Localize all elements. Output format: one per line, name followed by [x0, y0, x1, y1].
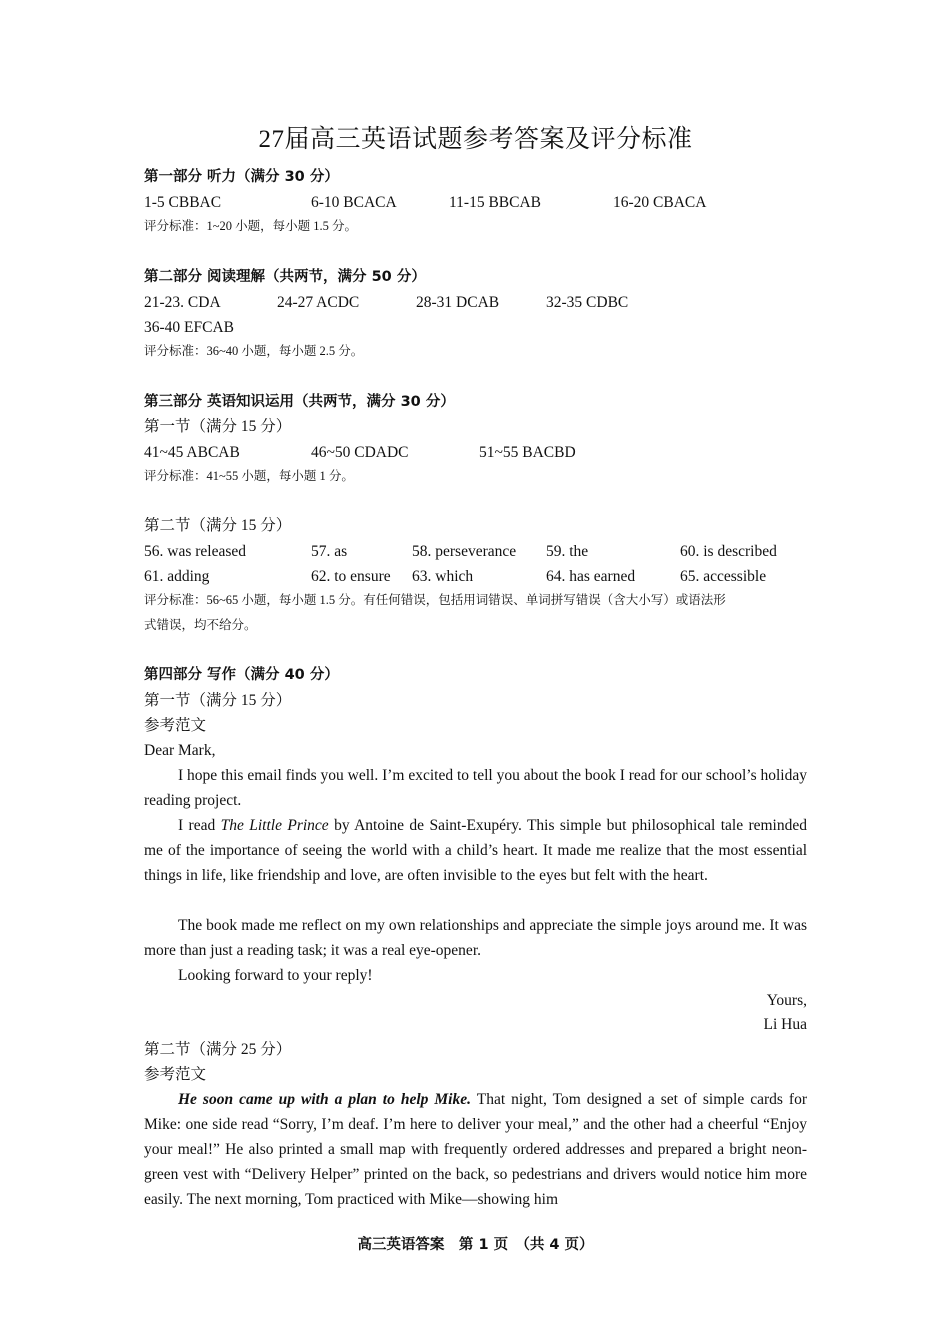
part3-section2-criteria-line1: 评分标准：56~65 小题，每小题 1.5 分。有任何错误，包括用词错误、单词拼写错误（含大小写）或语法形 [144, 593, 726, 607]
part2-criteria: 评分标准：36~40 小题，每小题 2.5 分。 [144, 344, 364, 358]
page-title: 27届高三英语试题参考答案及评分标准 [258, 126, 693, 153]
answer-item: 65. accessible [680, 568, 767, 585]
sample-essay-label: 参考范文 [144, 717, 207, 734]
letter-closing: Yours, [766, 992, 807, 1009]
text-run: That night, Tom designed a set of simple cards for Mike: one side read “Sorry, I’m deaf. I’m here to deliver your meal,” and the other had a cheerful “Enjoy your meal!” He also printed a small map with frequently ordered addresses and prepared a bright neon-green vest with “Delivery Helper” printed on the back, so pedestrians and drivers would notice him more easily. The next morning, Tom practiced with Mike—showing him [144, 1091, 807, 1208]
part3-section2-answers-row2 [144, 564, 807, 589]
answer-item: 63. which [412, 568, 474, 585]
part4-heading: 第四部分 写作（满分 40 分） [144, 667, 339, 683]
part1-answers [144, 190, 807, 215]
part2-answers-row2 [144, 315, 807, 340]
part4-section2-heading: 第二节（满分 25 分） [144, 1041, 292, 1058]
answer-item: 58. perseverance [412, 543, 517, 560]
answer-group: 11-15 BBCAB [449, 194, 542, 211]
answer-group: 36-40 EFCAB [144, 319, 234, 336]
part2-answers-row1 [144, 290, 807, 315]
continuation-paragraph [144, 1087, 807, 1212]
answer-item: 56. was released [144, 543, 246, 560]
answer-group: 28-31 DCAB [416, 294, 500, 311]
letter-paragraph-2 [144, 813, 807, 888]
answer-item: 62. to ensure [311, 568, 391, 585]
answer-group: 16-20 CBACA [613, 194, 707, 211]
answer-group: 21-23. CDA [144, 294, 221, 311]
answer-group: 24-27 ACDC [277, 294, 360, 311]
part3-section2-answers-row1 [144, 539, 807, 564]
letter-salutation: Dear Mark, [144, 742, 216, 759]
letter-paragraph-3: The book made me reflect on my own relationships and appreciate the simple joys around me. It was more than just a reading task; it was a real eye-opener. [144, 917, 807, 959]
answer-group: 46~50 CDADC [311, 444, 409, 461]
answer-group: 6-10 BCACA [311, 194, 397, 211]
answer-item: 64. has earned [546, 568, 636, 585]
part3-section2-heading: 第二节（满分 15 分） [144, 517, 292, 534]
part4-section1-heading: 第一节（满分 15 分） [144, 692, 292, 709]
answer-item: 57. as [311, 543, 348, 560]
part1-criteria: 评分标准：1~20 小题，每小题 1.5 分。 [144, 219, 358, 233]
part3-section1-heading: 第一节（满分 15 分） [144, 418, 292, 435]
answer-group: 51~55 BACBD [479, 444, 576, 461]
answer-item: 59. the [546, 543, 589, 560]
answer-item: 61. adding [144, 568, 210, 585]
part3-section1-answers [144, 440, 807, 465]
text-run: I read [178, 817, 221, 834]
answer-group: 41~45 ABCAB [144, 444, 240, 461]
part2-heading: 第二部分 阅读理解（共两节，满分 50 分） [144, 269, 426, 285]
answer-group: 32-35 CDBC [546, 294, 629, 311]
given-opening-sentence: He soon came up with a plan to help Mike. [178, 1091, 471, 1108]
text-run: by Antoine de Saint-Exupéry. This simple but philosophical tale reminded me of the importance of seeing the world with a child’s heart. It made me realize that the most essential things in life, like friendship and love, are often invisible to the eyes but felt with the heart. [144, 817, 807, 884]
part3-heading: 第三部分 英语知识运用（共两节，满分 30 分） [144, 394, 455, 410]
letter-signature: Li Hua [763, 1016, 807, 1033]
sample-essay-label: 参考范文 [144, 1066, 207, 1083]
book-title: The Little Prince [220, 817, 329, 834]
page-footer: 高三英语答案 第 1 页 （共 4 页） [357, 1237, 594, 1253]
part3-section1-criteria: 评分标准：41~55 小题，每小题 1 分。 [144, 469, 354, 483]
answer-group: 1-5 CBBAC [144, 194, 222, 211]
letter-paragraph-4: Looking forward to your reply! [178, 967, 373, 984]
letter-paragraph-1: I hope this email finds you well. I’m excited to tell you about the book I read for our school’s holiday reading project. [144, 767, 807, 809]
answer-item: 60. is described [680, 543, 777, 560]
part1-heading: 第一部分 听力（满分 30 分） [144, 169, 339, 185]
part3-section2-criteria-line2: 式错误，均不给分。 [144, 618, 257, 632]
